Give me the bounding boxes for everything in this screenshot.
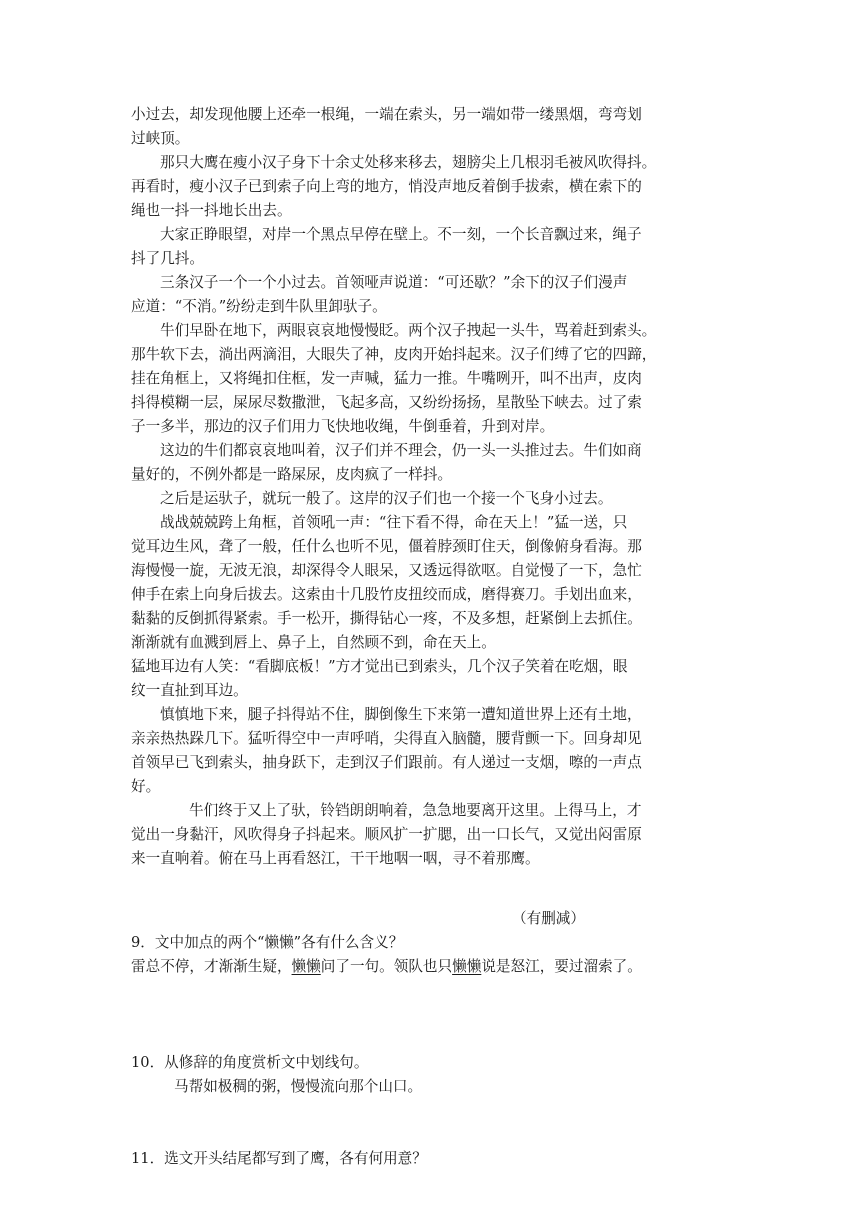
text-line: 纹一直扯到耳边。 <box>131 682 248 699</box>
text-line: 子一多半，那边的汉子们用力飞快地收绳，牛倒垂着，升到对岸。 <box>131 418 555 435</box>
text-line: 首领早已飞到索头，抽身跃下，走到汉子们跟前。有人递过一支烟，嚓的一声点 <box>131 754 642 771</box>
text-line: 抖得模糊一层，屎尿尽数撒泄，飞起多高，又纷纷扬扬，星散坠下峡去。过了索 <box>131 394 642 411</box>
text-line: 抖了几抖。 <box>131 250 204 267</box>
text-line: 猛地耳边有人笑：“看脚底板！”方才觉出已到索头，几个汉子笑着在吃烟，眼 <box>131 658 628 675</box>
paragraph-start: 大家正睁眼望，对岸一个黑点早停在壁上。不一刻，一个长音飘过来，绳子 <box>160 226 642 243</box>
text-line: 量好的，不例外都是一路屎尿，皮肉疯了一样抖。 <box>131 466 453 483</box>
question-10-quote: 马帮如极稠的粥，慢慢流向那个山口。 <box>174 1078 423 1095</box>
question-11-prompt: 11．选文开头结尾都写到了鹰，各有何用意？ <box>131 1150 427 1167</box>
text-line: 觉耳边生风，聋了一般，任什么也听不见，僵着脖颈盯住天，倒像俯身看海。那 <box>131 538 642 555</box>
underlined-word: 懒懒 <box>291 958 321 975</box>
text-line: 渐渐就有血溅到唇上、鼻子上，自然顾不到，命在天上。 <box>131 634 496 651</box>
paragraph-start: 之后是运驮子，就玩一般了。这岸的汉子们也一个接一个飞身小过去。 <box>160 490 613 507</box>
paragraph-start: 牛们早卧在地下，两眼哀哀地慢慢眨。两个汉子拽起一头牛，骂着赶到索头。 <box>160 322 657 339</box>
text-line: 挂在角框上，又将绳扣住框，发一声喊，猛力一推。牛嘴咧开，叫不出声，皮肉 <box>131 370 642 387</box>
paragraph-start: 慎慎地下来，腿子抖得站不住，脚倒像生下来第一遭知道世界上还有土地， <box>160 706 642 723</box>
source-note: （有删减） <box>512 910 585 927</box>
paragraph-start: 这边的牛们都哀哀地叫着，汉子们并不理会，仍一头一头推过去。牛们如商 <box>160 442 642 459</box>
text-line: 觉出一身黏汗，风吹得身子抖起来。顺风扩一扩腮，出一口长气，又觉出闷雷原 <box>131 826 642 843</box>
paragraph-start: 战战兢兢跨上角框，首领吼一声：“往下看不得，命在天上！”猛一送，只 <box>160 514 628 531</box>
question-9-prompt: 9．文中加点的两个“懒懒”各有什么含义？ <box>131 934 404 951</box>
text-line: 好。 <box>131 778 161 795</box>
paragraph-start: 三条汉子一个一个小过去。首领哑声说道：“可还歇？”余下的汉子们漫声 <box>160 274 628 291</box>
underlined-word: 懒懒 <box>452 958 482 975</box>
text-line: 那牛软下去，淌出两滴泪，大眼失了神，皮肉开始抖起来。汉子们缚了它的四蹄， <box>131 346 657 363</box>
text-line: 再看时，瘦小汉子已到索子向上弯的地方，悄没声地反着倒手拔索，横在索下的 <box>131 178 642 195</box>
text-line: 黏黏的反倒抓得紧索。手一松开，撕得钻心一疼，不及多想，赶紧倒上去抓住。 <box>131 610 642 627</box>
text-line: 来一直响着。俯在马上再看怒江，干干地咽一咽，寻不着那鹰。 <box>131 850 540 867</box>
question-9-quote <box>131 955 731 979</box>
text-line: 伸手在索上向身后拔去。这索由十几股竹皮扭绞而成，磨得赛刀。手划出血来， <box>131 586 642 603</box>
quote-text: 问了一句。领队也只 <box>320 958 453 975</box>
paragraph-start: 那只大鹰在瘦小汉子身下十余丈处移来移去，翅膀尖上几根羽毛被风吹得抖。 <box>160 154 657 171</box>
text-line: 绳也一抖一抖地长出去。 <box>131 202 292 219</box>
text-line: 应道：“不消。”纷纷走到牛队里卸驮子。 <box>131 298 387 315</box>
text-line: 海慢慢一旋，无波无浪，却深得令人眼呆，又透远得欲呕。自觉慢了一下，急忙 <box>131 562 642 579</box>
text-line: 亲亲热热跺几下。猛听得空中一声呼哨，尖得直入脑髓，腰背颤一下。回身却见 <box>131 730 642 747</box>
quote-text: 雷总不停，才渐渐生疑， <box>131 958 292 975</box>
text-line: 过峡顶。 <box>131 130 190 147</box>
paragraph-start: 牛们终于又上了驮，铃铛朗朗响着，急急地要离开这里。上得马上，才 <box>189 802 642 819</box>
text-line: 小过去，却发现他腰上还牵一根绳，一端在索头，另一端如带一缕黑烟，弯弯划 <box>131 106 642 123</box>
quote-text: 说是怒江，要过溜索了。 <box>481 958 642 975</box>
question-10-prompt: 10．从修辞的角度赏析文中划线句。 <box>131 1054 369 1071</box>
